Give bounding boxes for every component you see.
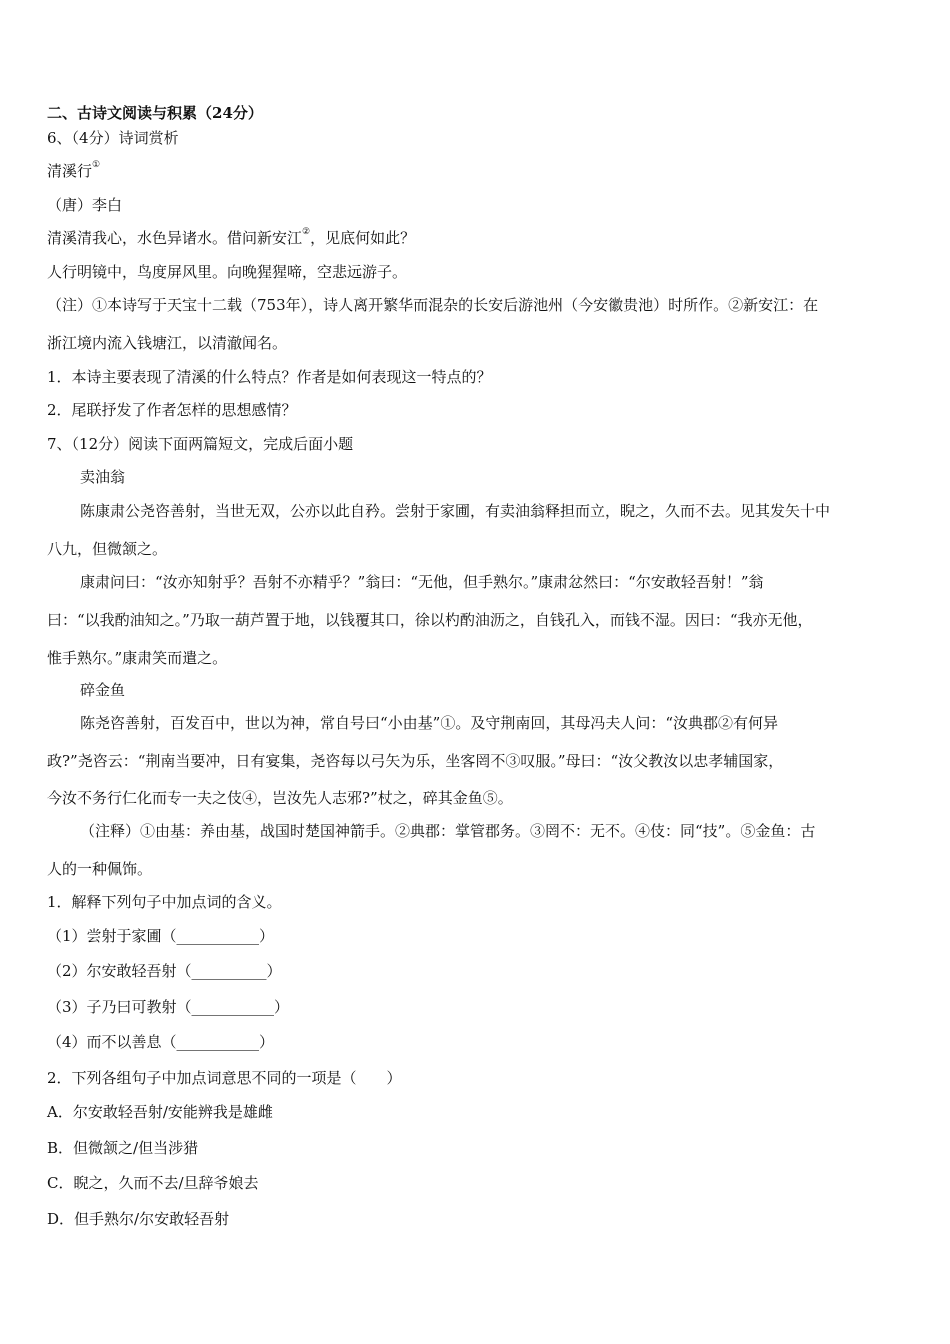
q7-option-a: A．尔安敢轻吾射/安能辨我是雄雌 <box>47 1103 273 1121</box>
text1-p2-line-1: 康肃问曰：“汝亦知射乎？吾射不亦精乎？”翁曰：“无他，但手熟尔。”康肃忿然曰：“尔安敢轻吾射！”翁 <box>80 573 764 591</box>
q6-note-line-1: （注）①本诗写于天宝十二载（753年），诗人离开繁华而混杂的长安后游池州（今安徽贵池）时所作。②新安江：在 <box>47 296 819 314</box>
q7-sub1-item: （2）尔安敢轻吾射（__________） <box>47 962 282 980</box>
text2-note-line-1: （注释）①由基：养由基，战国时楚国神箭手。②典郡：掌管郡务。③罔不：无不。④伎：同“技”。⑤金鱼：古 <box>80 822 816 840</box>
q7-option-c: C．睨之，久而不去/旦辞爷娘去 <box>47 1174 259 1192</box>
q6-note-line-2: 浙江境内流入钱塘江，以清澈闻名。 <box>47 334 288 352</box>
q7-header: 7、（12分）阅读下面两篇短文，完成后面小题 <box>47 435 354 453</box>
q7-sub1-item: （1）尝射于家圃（___________） <box>47 927 275 945</box>
poem-title-line <box>47 162 100 180</box>
text1-p2-line-2: 曰：“以我酌油知之。”乃取一葫芦置于地，以钱覆其口，徐以杓酌油沥之，自钱孔入，而钱不湿。因曰：“我亦无他， <box>47 611 813 629</box>
q7-option-d: D．但手熟尔/尔安敢轻吾射 <box>47 1210 230 1228</box>
q7-subquestion-1: 1．解释下列句子中加点词的含义。 <box>47 893 282 911</box>
poem-line-1-note: ② <box>302 227 311 237</box>
poem-title: 清溪行 <box>47 162 93 180</box>
q7-sub1-item: （4）而不以善息（___________） <box>47 1033 275 1051</box>
q7-subquestion-2: 2．下列各组句子中加点词意思不同的一项是（ ） <box>47 1069 402 1087</box>
text2-note-line-2: 人的一种佩饰。 <box>47 860 153 878</box>
text1-p1-line-1: 陈康肃公尧咨善射，当世无双，公亦以此自矜。尝射于家圃，有卖油翁释担而立，睨之，久而不去。见其发矢十中 <box>80 502 831 520</box>
poem-line-1-b: ，见底何如此？ <box>310 229 416 247</box>
section-title: 二、古诗文阅读与积累（24分） <box>47 104 263 122</box>
text2-p1-line-3: 今汝不务行仁化而专一夫之伎④，岂汝先人志邪?”杖之，碎其金鱼⑤。 <box>47 789 513 807</box>
text1-p1-line-2: 八九，但微颔之。 <box>47 540 168 558</box>
text1-title: 卖油翁 <box>80 468 126 486</box>
poem-line-1 <box>47 229 415 247</box>
q6-header: 6、（4分）诗词赏析 <box>47 129 179 147</box>
q7-sub1-item: （3）子乃曰可教射（___________） <box>47 998 290 1016</box>
poem-title-note: ① <box>92 160 101 170</box>
poem-line-2: 人行明镜中，鸟度屏风里。向晚猩猩啼，空悲远游子。 <box>47 263 408 281</box>
poem-author: （唐）李白 <box>47 196 123 214</box>
text2-p1-line-1: 陈尧咨善射，百发百中，世以为神，常自号曰“小由基”①。及守荆南回，其母冯夫人问：“汝典郡②有何异 <box>80 714 779 732</box>
q6-subquestion-2: 2．尾联抒发了作者怎样的思想感情？ <box>47 401 297 419</box>
text2-title: 碎金鱼 <box>80 681 126 699</box>
text1-p2-line-3: 惟手熟尔。”康肃笑而遣之。 <box>47 649 228 667</box>
text2-p1-line-2: 政?”尧咨云：“荆南当要冲，日有宴集，尧咨每以弓矢为乐，坐客罔不③叹服。”母曰：“汝父教汝以忠孝辅国家， <box>47 752 784 770</box>
q7-option-b: B．但微颔之/但当涉猎 <box>47 1139 199 1157</box>
poem-line-1-a: 清溪清我心，水色异诸水。借问新安江 <box>47 229 303 247</box>
q6-subquestion-1: 1．本诗主要表现了清溪的什么特点？作者是如何表现这一特点的？ <box>47 368 492 386</box>
